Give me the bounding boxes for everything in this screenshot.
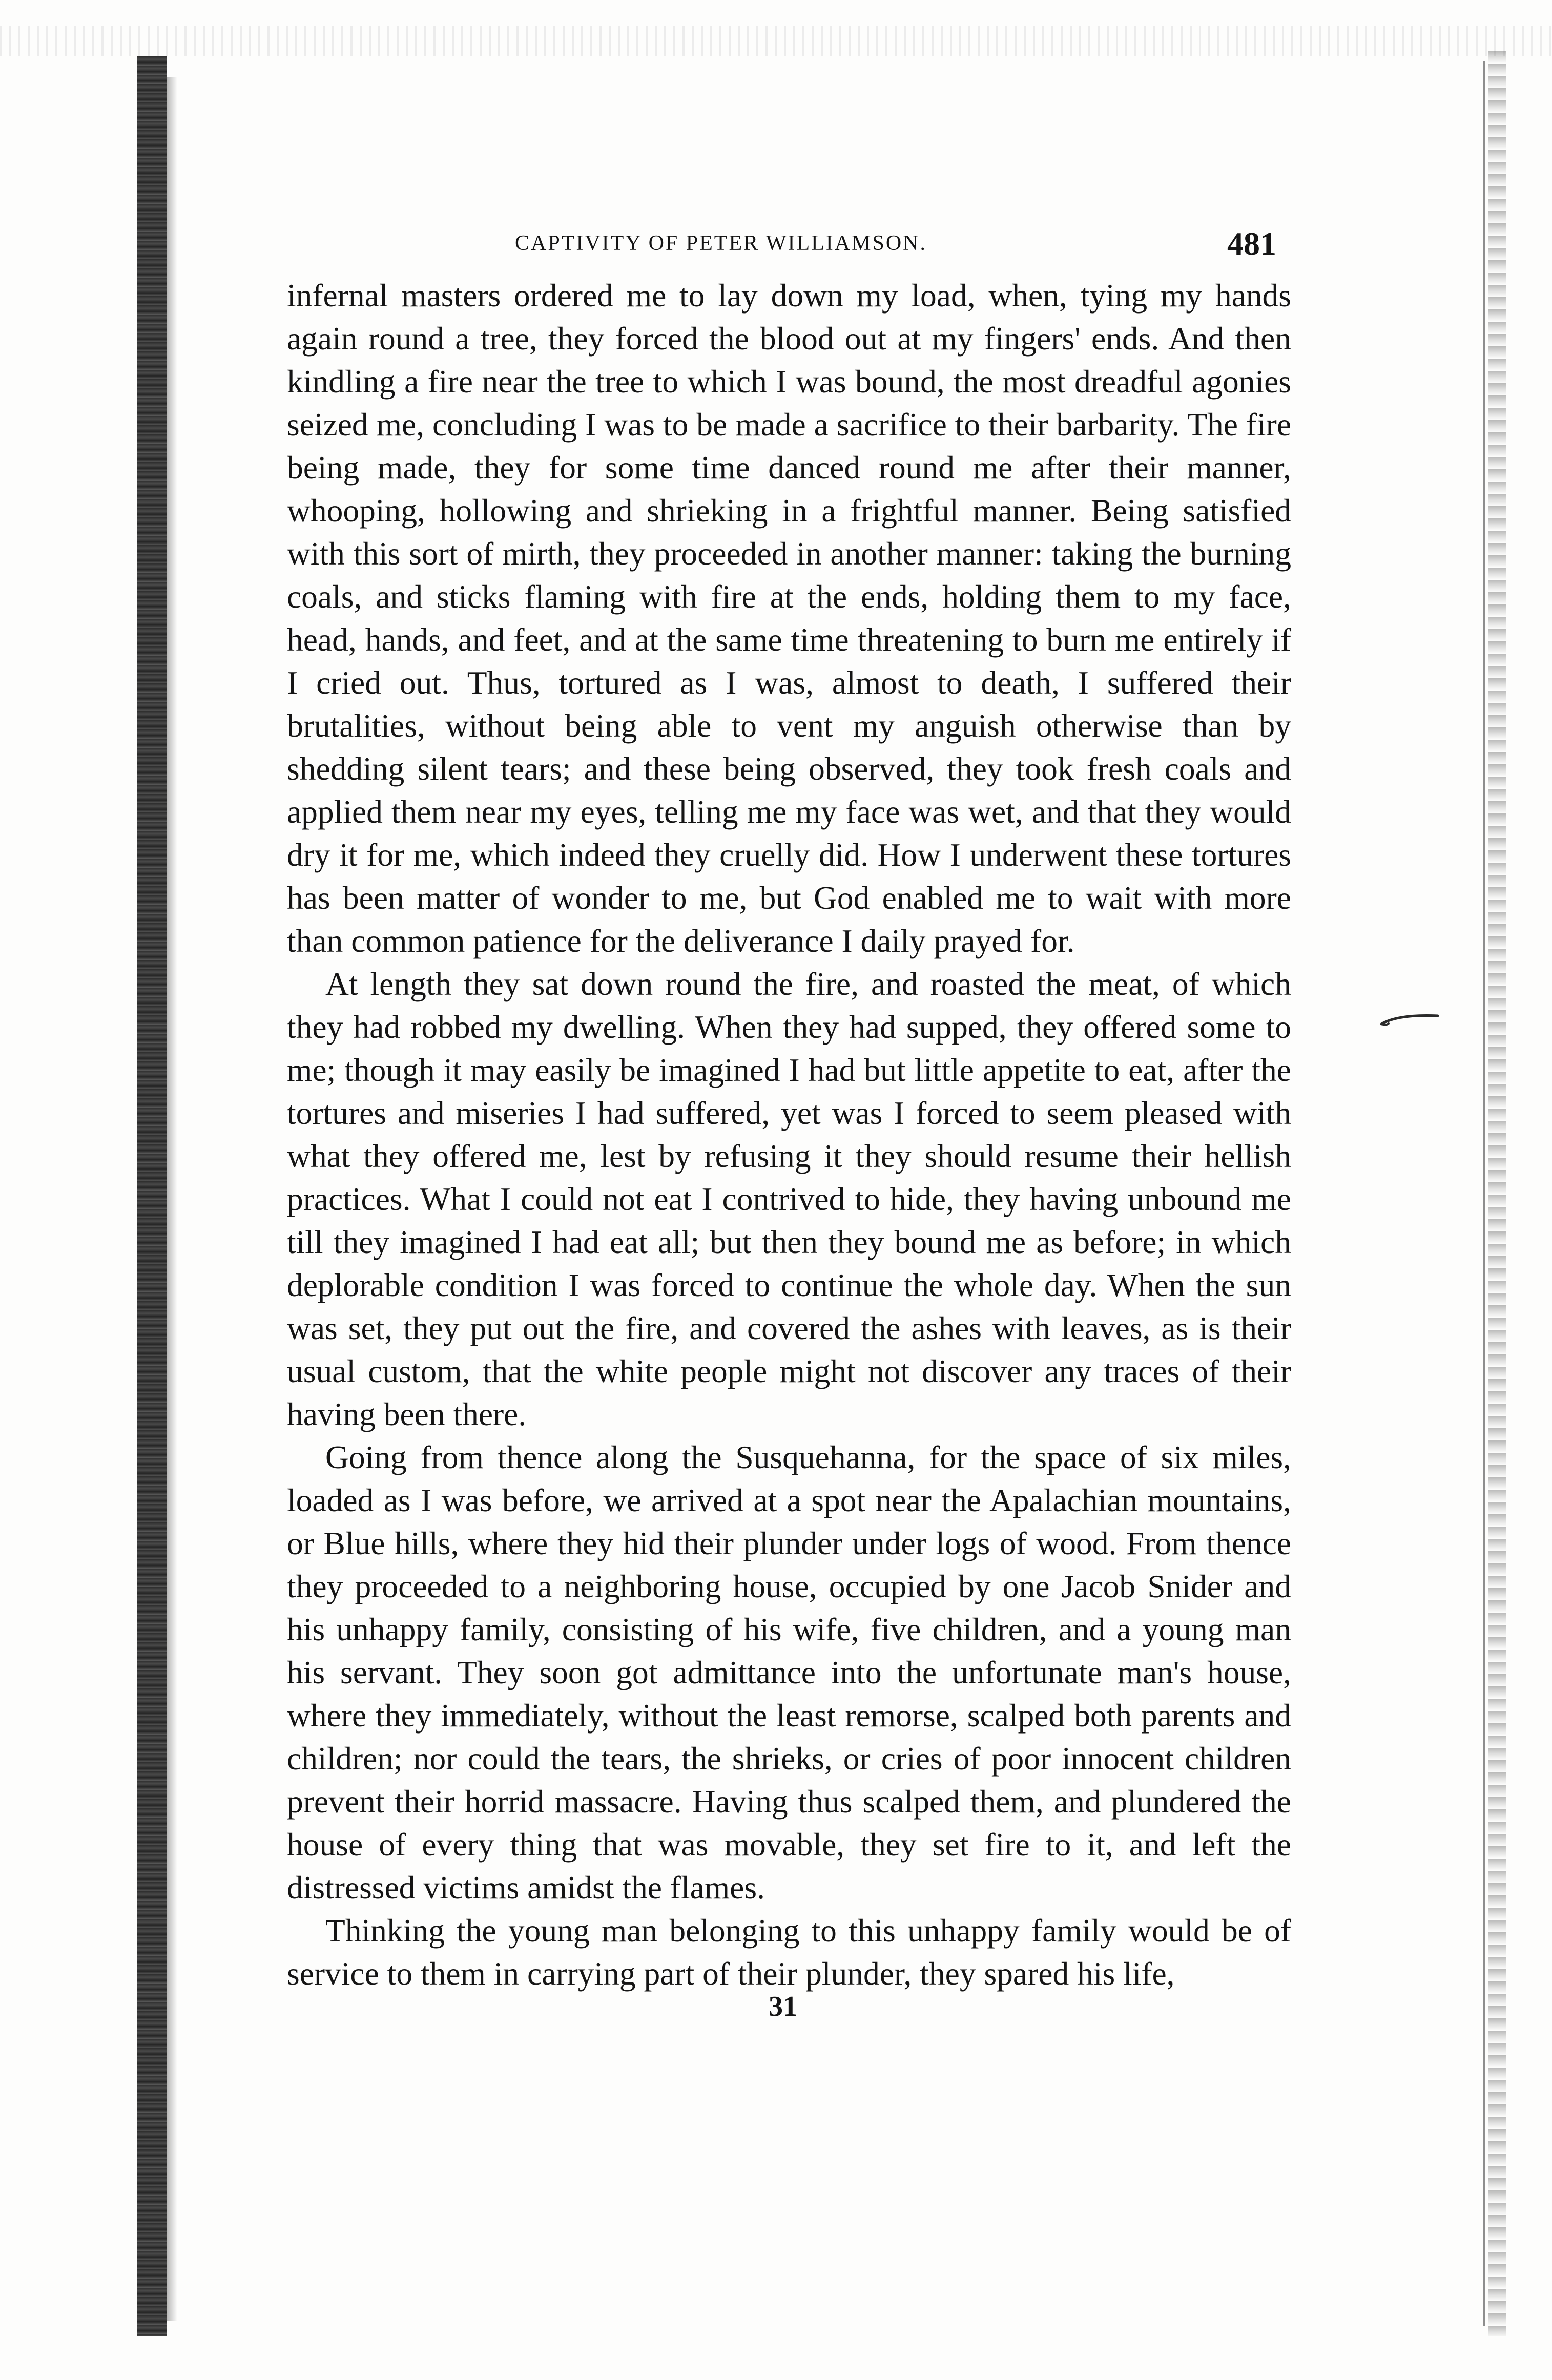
- page-number: 481: [1227, 225, 1276, 262]
- binding-edge-gradient: [167, 77, 177, 2321]
- right-edge-shadow: [1488, 51, 1506, 2336]
- paragraph-1: infernal masters ordered me to lay down my load, when, tying my hands again round a tree, they forced the blood out at my fingers' ends. And then kindling a fire near the tree to which I was bound, the most dreadful agonies seized me, concluding I was to be made a sacrifice to their barbarity. The fire being made, they for some time danced round me after their manner, whooping, hollowing and shrieking in a frightful manner. Being satisfied with this sort of mirth, they proceeded in another manner: taking the burning coals, and sticks flaming with fire at the ends, holding them to my face, head, hands, and feet, and at the same time threatening to burn me entirely if I cried out. Thus, tortured as I was, almost to death, I suffered their brutalities, without being able to vent my anguish otherwise than by shedding silent tears; and these being observed, they took fresh coals and applied them near my eyes, telling me my face was wet, and that they would dry it for me, which indeed they cruelly did. How I underwent these tortures has been matter of wonder to me, but God enabled me to wait with more than common patience for the deliverance I daily prayed for.: [287, 277, 1291, 959]
- margin-pen-mark: [1378, 1012, 1440, 1029]
- body-text: [287, 274, 1291, 1995]
- right-edge-line: [1483, 61, 1485, 2326]
- running-head: [287, 225, 1291, 269]
- binding-edge-shadow: [137, 56, 167, 2336]
- paragraph-4: Thinking the young man belonging to this unhappy family would be of service to them in carrying part of their plunder, they spared his life,: [287, 1912, 1291, 1992]
- pen-mark-icon: [1378, 1012, 1440, 1029]
- paragraph-3: Going from thence along the Susquehanna, for the space of six miles, loaded as I was before, we arrived at a spot near the Apalachian mountains, or Blue hills, where they hid their plunder under logs of wood. From thence they proceeded to a neighboring house, occupied by one Jacob Snider and his unhappy family, consisting of his wife, five children, and a young man his servant. They soon got admittance into the unfortunate man's house, where they immediately, without the least remorse, scalped both parents and children; nor could the tears, the shrieks, or cries of poor innocent children prevent their horrid massacre. Having thus scalped them, and plundered the house of every thing that was movable, they set fire to it, and left the distressed victims amidst the flames.: [287, 1439, 1291, 1906]
- running-title: CAPTIVITY OF PETER WILLIAMSON.: [515, 232, 927, 255]
- paragraph-2: At length they sat down round the fire, and roasted the meat, of which they had robbed my dwelling. When they had supped, they offered some to me; though it may easily be imagined I had but little appetite to eat, after the tortures and miseries I had suffered, yet was I forced to seem pleased with what they offered me, lest by refusing it they should resume their hellish practices. What I could not eat I contrived to hide, they having unbound me till they imagined I had eat all; but then they bound me as before; in which deplorable condition I was forced to continue the whole day. When the sun was set, they put out the fire, and covered the ashes with leaves, as is their usual custom, that the white people might not discover any traces of their having been there.: [287, 966, 1291, 1432]
- scan-top-noise: [0, 26, 1552, 56]
- signature-mark: 31: [769, 1991, 797, 2022]
